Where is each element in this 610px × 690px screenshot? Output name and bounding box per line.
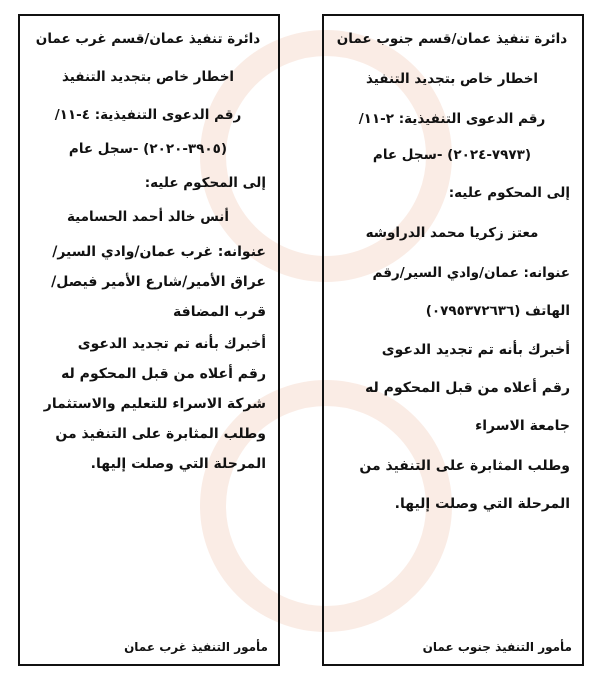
body-line: رقم أعلاه من قبل المحكوم له [365, 380, 570, 396]
defendant-name: معتز زكريا محمد الدراوشه [365, 225, 539, 241]
notice-title: اخطار خاص بتجديد التنفيذ [365, 71, 539, 87]
case-year: (٧٩٧٣-٢٠٢٤) -سجل عام [372, 147, 532, 163]
case-number: رقم الدعوى التنفيذية: ٤-١١/ [54, 107, 242, 123]
body-line: جامعة الاسراء [475, 418, 570, 434]
department: دائرة تنفيذ عمان/قسم غرب عمان [35, 31, 261, 47]
to-label: إلى المحكوم عليه: [144, 175, 266, 191]
address-line: عراق الأمير/شارع الأمير فيصل/ [51, 274, 266, 290]
department: دائرة تنفيذ عمان/قسم جنوب عمان [336, 31, 568, 47]
body-line: رقم أعلاه من قبل المحكوم له [61, 366, 266, 382]
body-line: أخبرك بأنه تم تجديد الدعوى [77, 336, 266, 352]
signature: مأمور التنفيذ غرب عمان [124, 640, 268, 654]
signature: مأمور التنفيذ جنوب عمان [422, 640, 572, 654]
address-line: الهاتف (٠٧٩٥٣٧٢٦٣٦) [425, 303, 570, 319]
defendant-name: أنس خالد أحمد الحسامية [66, 209, 230, 225]
notice-west-amman [18, 14, 280, 666]
address-line: عنوانه: عمان/وادي السير/رقم [372, 265, 570, 281]
address-line: عنوانه: غرب عمان/وادي السير/ [52, 244, 266, 260]
address-line: قرب المضافة [173, 304, 266, 320]
body-line: أخبرك بأنه تم تجديد الدعوى [381, 342, 570, 358]
to-label: إلى المحكوم عليه: [448, 185, 570, 201]
body-line: وطلب المثابرة على التنفيذ من [55, 426, 266, 442]
body-line: المرحلة التي وصلت إليها. [90, 456, 266, 472]
body-line: شركة الاسراء للتعليم والاستثمار [43, 396, 266, 412]
case-number: رقم الدعوى التنفيذية: ٢-١١/ [358, 111, 546, 127]
body-line: المرحلة التي وصلت إليها. [394, 496, 570, 512]
notice-title: اخطار خاص بتجديد التنفيذ [61, 69, 235, 85]
body-line: وطلب المثابرة على التنفيذ من [359, 458, 570, 474]
case-year: (٣٩٠٥-٢٠٢٠) -سجل عام [68, 141, 228, 157]
notice-south-amman [322, 14, 584, 666]
